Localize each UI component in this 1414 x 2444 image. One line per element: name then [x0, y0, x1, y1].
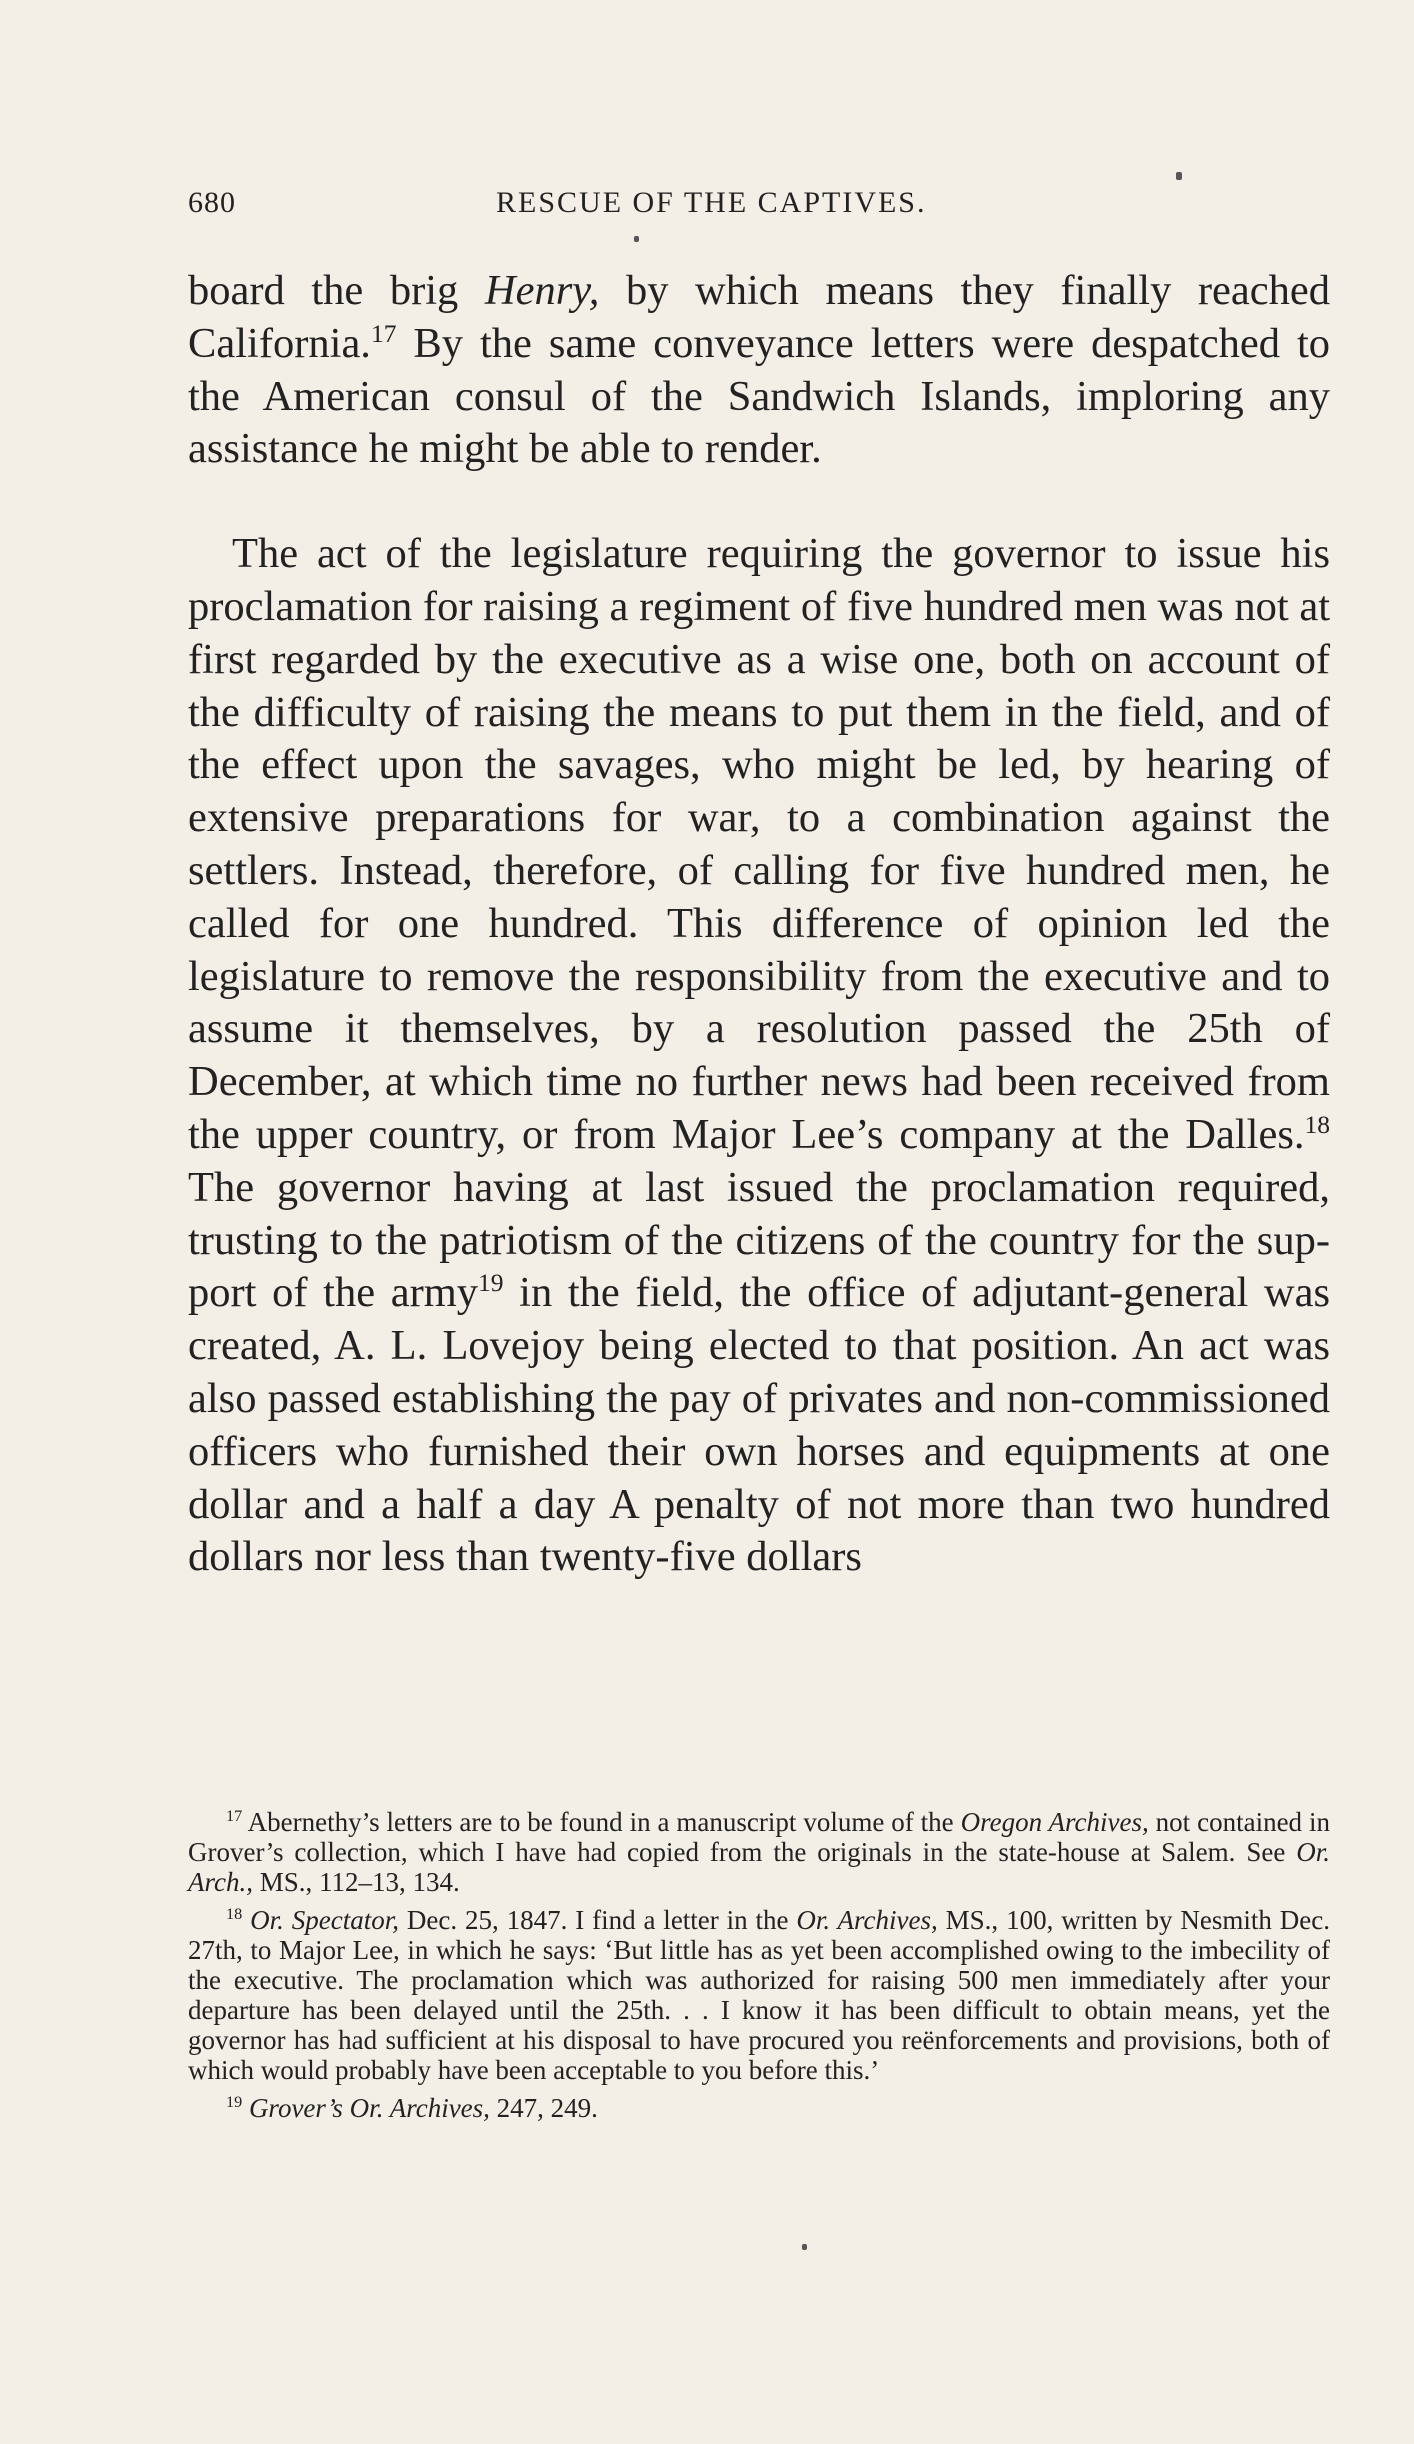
footnote-17: $^{17}$ Abernethy’s letters are to be found in a manuscript volume of the Oregon Archives, not contained in Grover’s collection, which I have had copied from the originals in the state-house at Salem. See Or. Arch., MS., 112–13, 134. — [188, 1807, 1330, 1897]
body-text — [188, 265, 1330, 1584]
page-number: 680 — [188, 186, 236, 219]
footnote-ref: 17 — [370, 318, 397, 348]
print-speck — [634, 236, 639, 242]
page-header — [188, 186, 1328, 226]
footnote-18: $^{18}$ Or. Spectator, Dec. 25, 1847. I find a letter in the Or. Archives, MS., 100, written by Nesmith Dec. 27th, to Major Lee, in which he says: ‘But little has as yet been accomplished owing to the imbecility of the executive. The proclamation which was authorized for raising 500 men immediately after your departure has been delayed until the 25th. . . I know it has been difficult to obtain means, yet the governor has had sufficient at his disposal to have procured you reënforcements and provisions, both of which would probably have been acceptable to you before this.’ — [188, 1905, 1331, 2085]
print-speck — [802, 2244, 807, 2250]
footnote-ref: 18 — [1304, 1109, 1330, 1139]
footnote-ref: 19 — [478, 1268, 504, 1298]
paragraph: The act of the legislature requiring the governor to issue his proclamation for raising a regiment of five hundred men was not at first regarded by the executive as a wise one, both on account of the difficulty of raising the means to put them in the field, and of the effect upon the savages, who might be led, by hearing of extensive preparations for war, to a combination against the settlers. Instead, therefore, of calling for five hundred men, he called for one hundred. This difference of opinion led the legislature to remove the responsibility from the executive and to assume it themselves, by a resolution passed the 25th of December, at which time no further news had been received from the upper country, or from Major Lee’s company at the Dalles.$^{18}$ The governor having at last issued the proclamation required, trusting to the patriotism of the citizens of the country for the support of the army$^{19}$ in the field, the office of adjutant-general was created, A. L. Lovejoy being elected to that position. An act was also passed establishing the pay of privates and non-commissioned officers who furnished their own horses and equipments at one dollar and a half a day A penalty of not more than two hundred dollars nor less than twenty-five dollars — [188, 530, 1330, 1581]
footnote-19: $^{19}$ Grover’s Or. Archives, 247, 249. — [226, 2093, 598, 2123]
running-head: RESCUE OF THE CAPTIVES. — [496, 186, 927, 219]
print-speck — [1176, 172, 1182, 180]
paragraph: board the brig Henry, by which means they finally reached California.$^{17}$ By the same conveyance letters were despatched to the American consul of the Sandwich Islands, imploring any assistance he might be able to render. — [188, 267, 1331, 473]
footnotes — [188, 1807, 1330, 2131]
